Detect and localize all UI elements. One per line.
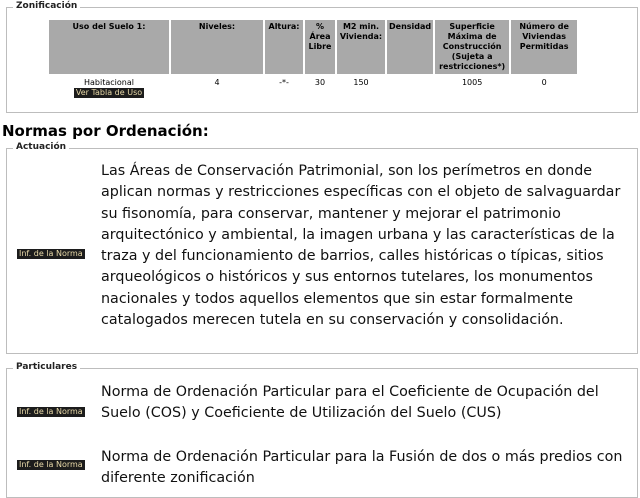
header-superficie-maxima: Superficie Máxima de Construcción (Sujeta a restricciones*) — [435, 20, 509, 74]
cell-niveles: 4 — [214, 78, 220, 87]
actuacion-inf-norma-button[interactable]: Inf. de la Norma — [19, 249, 83, 258]
actuacion-section — [6, 142, 638, 354]
zonificacion-section — [6, 1, 638, 113]
cell-uso-suelo — [49, 76, 169, 98]
cell-numero-viviendas: 0 — [541, 78, 547, 87]
normas-title: Normas por Ordenación: — [2, 122, 209, 140]
uso-suelo-value: Habitacional — [84, 78, 134, 87]
cell-m2-min: 150 — [353, 78, 369, 87]
particular-norma-text: Norma de Ordenación Particular para la Fusión de dos o más predios con diferente zonificación — [101, 449, 623, 487]
particular-norma-text: Norma de Ordenación Particular para el Coeficiente de Ocupación del Suelo (COS) y Coeficiente de Utilización del Suelo (CUS) — [101, 384, 599, 422]
particulares-legend: Particulares — [13, 362, 80, 372]
cell-superficie-maxima: 1005 — [461, 78, 483, 87]
actuacion-norma-text: Las Áreas de Conservación Patrimonial, son los perímetros en donde aplican normas y restricciones específicas con el objeto de salvaguardar su fisonomía, para conservar, mantener y mejorar el patrimonio arquitectónico y ambiental, la imagen urbana y las características de la traza y del funcionamiento de barrios, calles históricas o típicas, sitios arqueológicos o históricos y sus entornos tutelares, los monumentos nacionales y todos aquellos elementos que sin estar formalmente catalogados merecen tutela en su conservación y consolidación. — [101, 163, 621, 329]
header-uso-suelo: Uso del Suelo 1: — [49, 20, 169, 74]
header-m2-min: M2 min. Vivienda: — [337, 20, 385, 74]
header-area-libre: % Área Libre — [305, 20, 335, 74]
header-altura: Altura: — [265, 20, 303, 74]
cell-area-libre: 30 — [314, 78, 326, 87]
header-densidad: Densidad — [387, 20, 433, 74]
particular-inf-norma-button[interactable]: Inf. de la Norma — [19, 460, 83, 469]
header-numero-viviendas: Número de Viviendas Permitidas — [511, 20, 577, 74]
particular-inf-norma-button[interactable]: Inf. de la Norma — [19, 407, 83, 416]
table-header-row — [49, 20, 577, 74]
table-row — [49, 76, 577, 98]
cell-altura: -*- — [279, 78, 289, 87]
ver-tabla-uso-button[interactable]: Ver Tabla de Uso — [75, 88, 143, 97]
zonificacion-table — [47, 18, 579, 100]
header-niveles: Niveles: — [171, 20, 263, 74]
zonificacion-legend: Zonificación — [13, 1, 80, 11]
cell-densidad — [387, 76, 433, 98]
actuacion-legend: Actuación — [13, 142, 69, 152]
